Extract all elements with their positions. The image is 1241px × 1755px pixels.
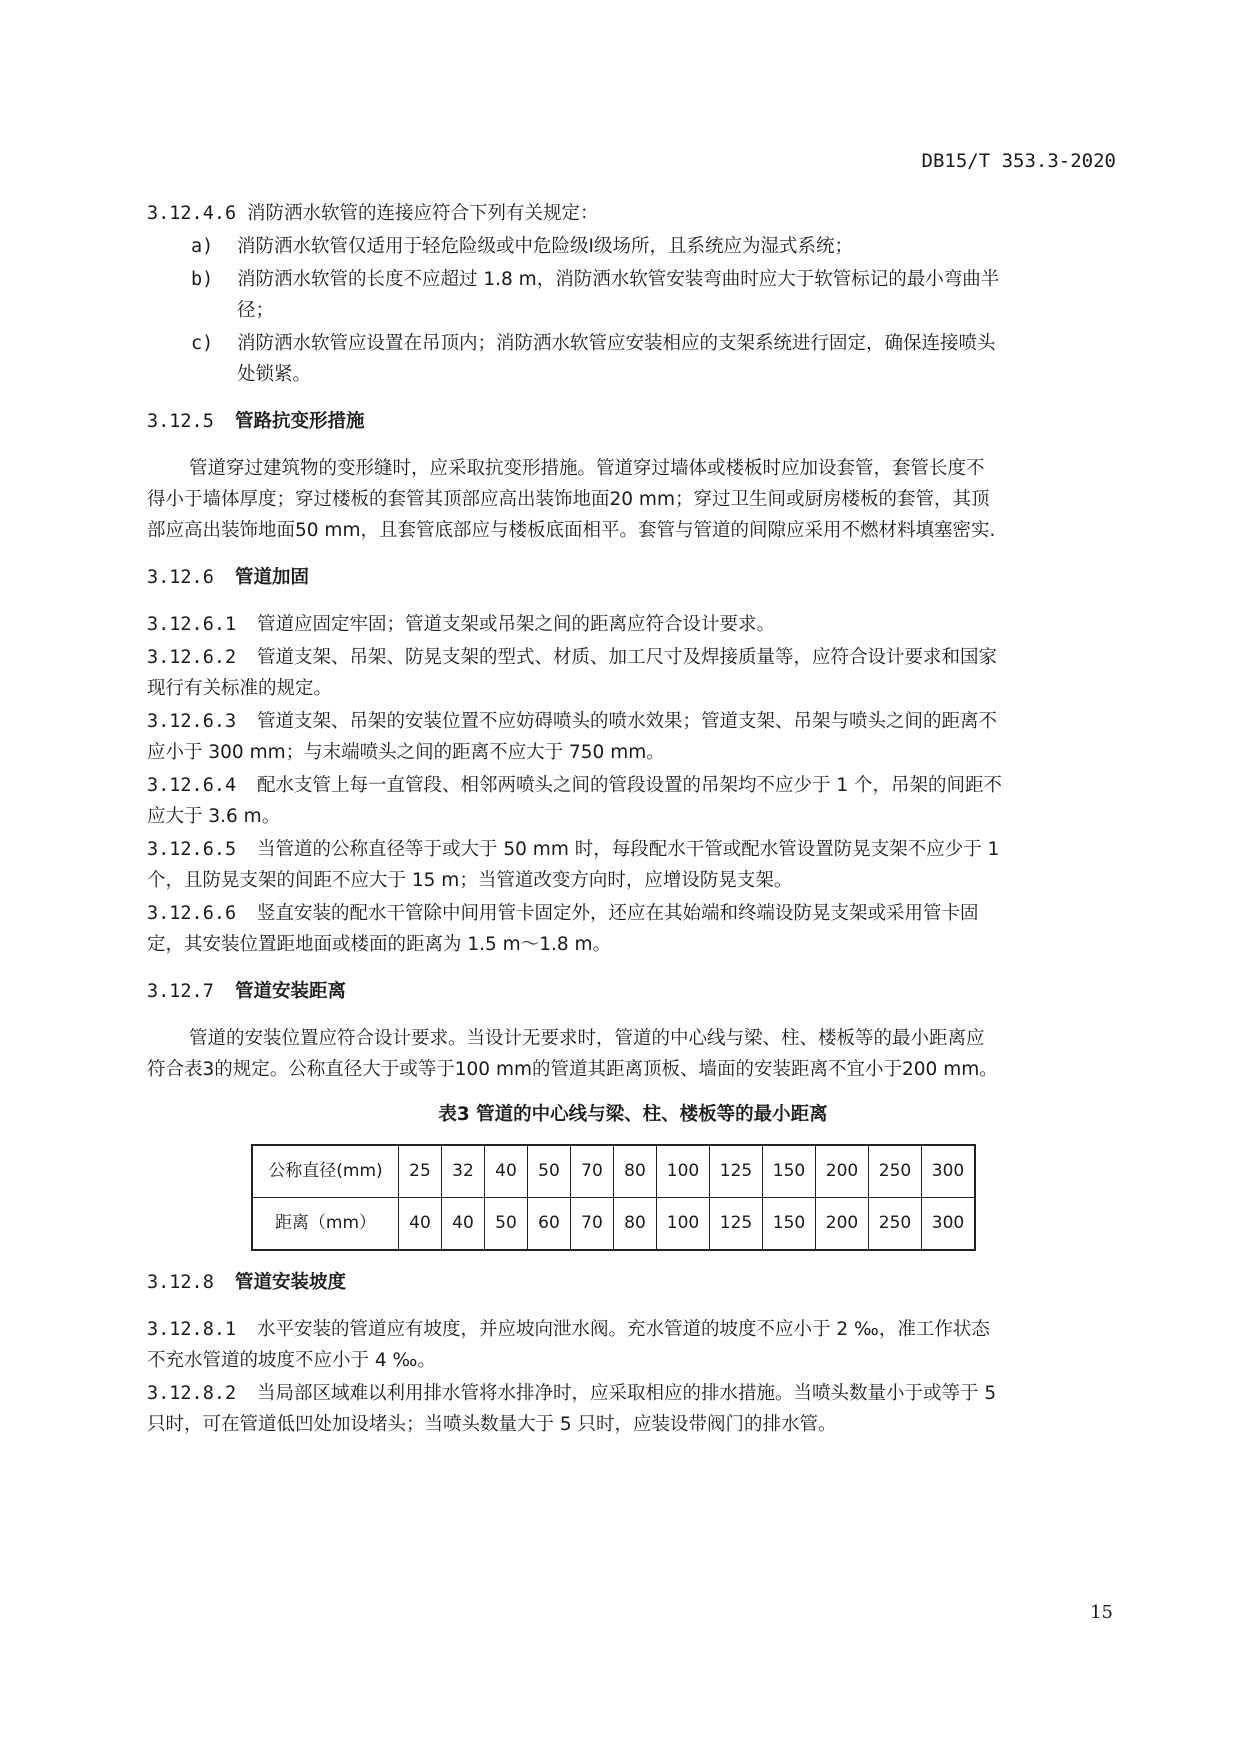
clause-text: 当局部区域难以利用排水管将水排净时，应采取相应的排水措施。当喷头数量小于或等于 5 [257, 1383, 997, 1404]
paragraph-3-12-7 [147, 1023, 1119, 1085]
distance-table [251, 1144, 976, 1251]
clause-text: 管道支架、吊架、防晃支架的型式、材质、加工尺寸及焊接质量等，应符合设计要求和国家 [257, 647, 998, 668]
clause-text: 不充水管道的坡度不应小于 4 ‰。 [147, 1350, 436, 1371]
paragraph-line: 符合表3的规定。公称直径大于或等于100 mm的管道其距离顶板、墙面的安装距离不宜小于200 mm。 [147, 1059, 998, 1080]
clause-3-12-6-4 [147, 770, 1119, 832]
table-cell: 70 [571, 1145, 614, 1198]
table-row [252, 1145, 975, 1198]
table-cell: 70 [571, 1198, 614, 1251]
table-cell: 200 [816, 1198, 869, 1251]
paragraph-3-12-5 [147, 453, 1119, 546]
clause-3-12-6-3 [147, 706, 1119, 768]
clause-3-12-6-1 [147, 609, 1119, 640]
clause-number: 3.12.6.1 [147, 614, 237, 635]
clause-text: 管道支架、吊架的安装位置不应妨碍喷头的喷水效果；管道支架、吊架与喷头之间的距离不 [257, 711, 998, 732]
clause-text: 配水支管上每一直管段、相邻两喷头之间的管段设置的吊架均不应少于 1 个，吊架的间距不 [257, 775, 1003, 796]
table-caption: 表3 管道的中心线与梁、柱、楼板等的最小距离 [438, 1104, 828, 1125]
clause-text: 应小于 300 mm；与末端喷头之间的距离不应大于 750 mm。 [147, 742, 665, 763]
clause-number: 3.12.6.5 [147, 839, 237, 860]
section-title: 管道加固 [235, 567, 310, 588]
clause-number: 3.12.6.6 [147, 903, 237, 924]
section-heading-3-12-7 [147, 976, 1119, 1007]
clause-text: 当管道的公称直径等于或大于 50 mm 时，每段配水干管或配水管设置防晃支架不应少于 1 [257, 839, 1000, 860]
list-text: 消防洒水软管应设置在吊顶内；消防洒水软管应安装相应的支架系统进行固定，确保连接喷头 [237, 333, 996, 354]
section-number: 3.12.6 [147, 567, 214, 588]
clause-3-12-6-2 [147, 642, 1119, 704]
table-cell: 80 [614, 1198, 657, 1251]
table-cell: 80 [614, 1145, 657, 1198]
table-row [252, 1198, 975, 1251]
list-label: a) [191, 236, 214, 257]
table-cell: 250 [869, 1145, 922, 1198]
table-cell: 50 [528, 1145, 571, 1198]
list-text: 消防洒水软管仅适用于轻危险级或中危险级Ⅰ级场所，且系统应为湿式系统； [237, 236, 853, 257]
table-cell: 40 [442, 1198, 485, 1251]
clause-3-12-6-5 [147, 834, 1119, 896]
clause-number: 3.12.6.2 [147, 647, 237, 668]
section-title: 管道安装距离 [235, 981, 347, 1002]
paragraph-line: 部应高出装饰地面50 mm，且套管底部应与楼板底面相平。套管与管道的间隙应采用不燃材料填塞密实. [147, 520, 996, 541]
section-title: 管路抗变形措施 [235, 411, 365, 432]
table-cell: 150 [763, 1198, 816, 1251]
section-heading-3-12-5 [147, 406, 1119, 437]
list-label: c) [191, 333, 214, 354]
list-text: 消防洒水软管的长度不应超过 1.8 m，消防洒水软管安装弯曲时应大于软管标记的最小弯曲半 [237, 269, 1000, 290]
clause-text: 定，其安装位置距地面或楼面的距离为 1.5 m～1.8 m。 [147, 934, 612, 955]
row-header: 距离（mm） [252, 1198, 399, 1251]
table-cell: 300 [922, 1198, 976, 1251]
section-heading-3-12-6 [147, 562, 1119, 593]
clause-text: 管道应固定牢固；管道支架或吊架之间的距离应符合设计要求。 [257, 614, 776, 635]
table-cell: 100 [657, 1198, 710, 1251]
list-item-a [147, 231, 1119, 262]
clause-text: 应大于 3.6 m。 [147, 806, 281, 827]
section-title: 管道安装坡度 [235, 1272, 347, 1293]
table-cell: 125 [710, 1198, 763, 1251]
table-cell: 150 [763, 1145, 816, 1198]
clause-3-12-8-1 [147, 1314, 1119, 1376]
section-number: 3.12.8 [147, 1272, 214, 1293]
clause-text: 只时，可在管道低凹处加设堵头；当喷头数量大于 5 只时，应装设带阀门的排水管。 [147, 1414, 837, 1435]
clause-text: 水平安装的管道应有坡度，并应坡向泄水阀。充水管道的坡度不应小于 2 ‰，准工作状态 [257, 1319, 990, 1340]
section-number: 3.12.7 [147, 981, 214, 1002]
clause-number: 3.12.8.1 [147, 1319, 237, 1340]
table-cell: 250 [869, 1198, 922, 1251]
table-cell: 100 [657, 1145, 710, 1198]
page-content [147, 198, 1119, 1440]
document-code: DB15/T 353.3-2020 [921, 150, 1116, 172]
paragraph-line: 得小于墙体厚度；穿过楼板的套管其顶部应高出装饰地面20 mm；穿过卫生间或厨房楼板的套管，其顶 [147, 489, 990, 510]
table-cell: 32 [442, 1145, 485, 1198]
paragraph-line: 管道的安装位置应符合设计要求。当设计无要求时，管道的中心线与梁、柱、楼板等的最小距离应 [189, 1028, 985, 1049]
section-number: 3.12.5 [147, 411, 214, 432]
clause-number: 3.12.4.6 [147, 203, 237, 224]
section-heading-3-12-8 [147, 1267, 1119, 1298]
list-item-b [147, 264, 1119, 326]
clause-text: 竖直安装的配水干管除中间用管卡固定外，还应在其始端和终端设防晃支架或采用管卡固 [257, 903, 979, 924]
clause-text: 个，且防晃支架的间距不应大于 15 m；当管道改变方向时，应增设防晃支架。 [147, 870, 793, 891]
paragraph-line: 管道穿过建筑物的变形缝时，应采取抗变形措施。管道穿过墙体或楼板时应加设套管，套管长度不 [189, 458, 985, 479]
table-cell: 60 [528, 1198, 571, 1251]
list-text: 处锁紧。 [237, 364, 312, 385]
table-cell: 25 [399, 1145, 442, 1198]
clause-number: 3.12.6.3 [147, 711, 237, 732]
clause-3-12-6-6 [147, 898, 1119, 960]
clause-text: 现行有关标准的规定。 [147, 678, 333, 699]
list-text: 径； [237, 300, 275, 321]
table-cell: 50 [485, 1198, 528, 1251]
list-item-c [147, 328, 1119, 390]
clause-3-12-8-2 [147, 1378, 1119, 1440]
clause-3-12-4-6 [147, 198, 1119, 229]
page-number: 15 [1090, 1602, 1113, 1623]
table-cell: 300 [922, 1145, 976, 1198]
table-cell: 40 [399, 1198, 442, 1251]
table-cell: 200 [816, 1145, 869, 1198]
list-label: b) [191, 269, 214, 290]
table-cell: 40 [485, 1145, 528, 1198]
table-cell: 125 [710, 1145, 763, 1198]
row-header: 公称直径(mm) [252, 1145, 399, 1198]
clause-number: 3.12.8.2 [147, 1383, 237, 1404]
clause-number: 3.12.6.4 [147, 775, 237, 796]
clause-text: 消防洒水软管的连接应符合下列有关规定： [247, 203, 599, 224]
